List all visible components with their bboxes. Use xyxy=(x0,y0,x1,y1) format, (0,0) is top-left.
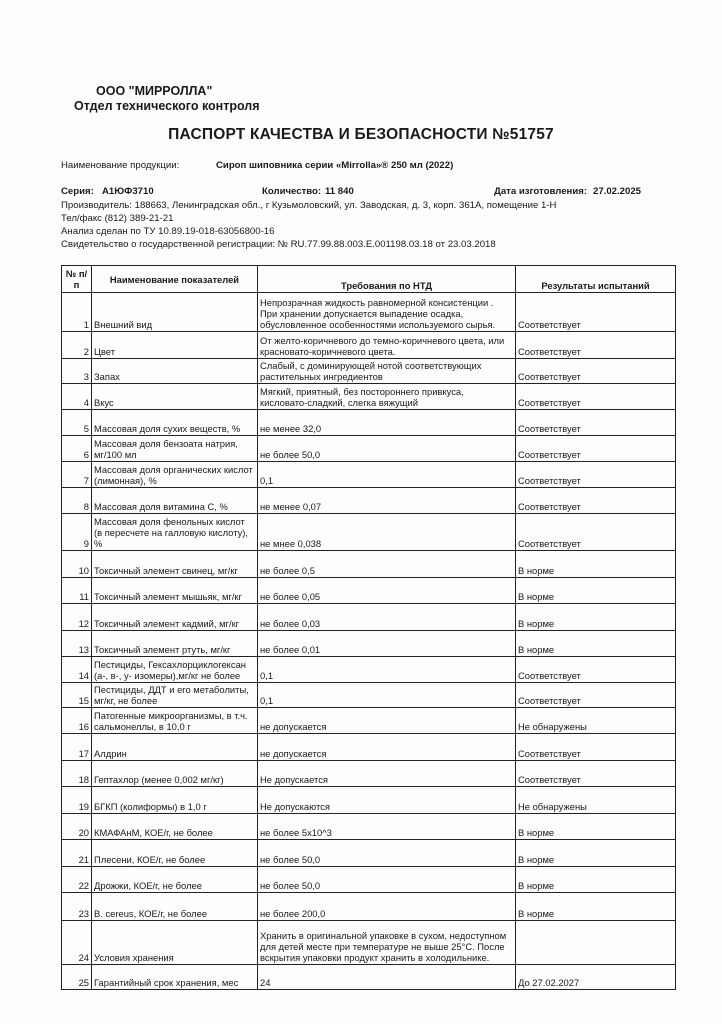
row-result: До 27.02.2027 xyxy=(516,965,676,990)
table-row xyxy=(62,708,676,734)
row-indicator-name: Массовая доля бензоата натрия, мг/100 мл xyxy=(92,436,258,462)
row-result: В норме xyxy=(516,551,676,578)
row-indicator-name: Плесени, КОЕ/г, не более xyxy=(92,840,258,867)
department-name: Отдел технического контроля xyxy=(74,99,260,113)
row-result: Соответствует xyxy=(516,657,676,683)
row-result: Не обнаружены xyxy=(516,708,676,734)
row-indicator-name: Патогенные микроорганизмы, в т.ч. сальмонеллы, в 10,0 г xyxy=(92,708,258,734)
row-requirement: не мнее 0,038 xyxy=(258,514,516,551)
row-requirement: 24 xyxy=(258,965,516,990)
row-requirement: не более 0,01 xyxy=(258,631,516,657)
row-number: 3 xyxy=(62,359,92,384)
row-indicator-name: Условия хранения xyxy=(92,921,258,965)
row-requirement: 0,1 xyxy=(258,462,516,488)
row-requirement: Мягкий, приятный, без постороннего привкуса, кисловато-сладкий, слегка вяжущий xyxy=(258,384,516,410)
row-number: 18 xyxy=(62,761,92,787)
row-indicator-name: Вкус xyxy=(92,384,258,410)
table-row xyxy=(62,657,676,683)
row-result: Соответствует xyxy=(516,384,676,410)
row-result: Соответствует xyxy=(516,488,676,514)
row-indicator-name: Токсичный элемент свинец, мг/кг xyxy=(92,551,258,578)
product-value: Сироп шиповника серии «Mirrolla»® 250 мл (2022) xyxy=(216,160,454,171)
row-number: 6 xyxy=(62,436,92,462)
product-label: Наименование продукции: xyxy=(61,160,180,171)
quantity-label: Количество: xyxy=(262,186,322,197)
row-requirement: 0,1 xyxy=(258,657,516,683)
row-result: Соответствует xyxy=(516,734,676,761)
row-requirement: не более 0,5 xyxy=(258,551,516,578)
col-header-number: № п/п xyxy=(62,266,92,293)
row-requirement: не более 50,0 xyxy=(258,867,516,893)
row-indicator-name: Дрожжи, КОЕ/г, не более xyxy=(92,867,258,893)
row-result: В норме xyxy=(516,578,676,604)
row-indicator-name: БГКП (колиформы) в 1,0 г xyxy=(92,787,258,814)
row-number: 7 xyxy=(62,462,92,488)
row-result: Соответствует xyxy=(516,293,676,332)
row-requirement: Не допускается xyxy=(258,761,516,787)
table-row xyxy=(62,384,676,410)
manufacturer-line: Производитель: 188663, Ленинградская обл., г Кузьмоловский, ул. Заводская, д. 3, корп. 361А, помещение 1-Н xyxy=(61,200,557,211)
phone-line: Тел/факс (812) 389-21-21 xyxy=(61,213,174,224)
row-result: В норме xyxy=(516,604,676,631)
row-requirement: не более 0,03 xyxy=(258,604,516,631)
table-row xyxy=(62,410,676,436)
date-label: Дата изготовления: xyxy=(494,186,588,197)
col-header-results: Результаты испытаний xyxy=(516,266,676,293)
quality-table xyxy=(61,265,676,990)
row-result: В норме xyxy=(516,867,676,893)
table-row xyxy=(62,683,676,708)
row-number: 24 xyxy=(62,921,92,965)
row-result: Соответствует xyxy=(516,514,676,551)
row-number: 16 xyxy=(62,708,92,734)
row-requirement: не менее 0,07 xyxy=(258,488,516,514)
table-row xyxy=(62,921,676,965)
analysis-line: Анализ сделан по ТУ 10.89.19-018-63056800-16 xyxy=(61,226,275,237)
row-indicator-name: Гептахлор (менее 0,002 мг/кг) xyxy=(92,761,258,787)
row-requirement: От желто-коричневого до темно-коричневого цвета, или красновато-коричневого цвета. xyxy=(258,332,516,359)
row-result: В норме xyxy=(516,893,676,921)
row-number: 25 xyxy=(62,965,92,990)
table-row xyxy=(62,761,676,787)
row-number: 17 xyxy=(62,734,92,761)
row-number: 12 xyxy=(62,604,92,631)
row-result: В норме xyxy=(516,840,676,867)
table-row xyxy=(62,436,676,462)
row-result: Соответствует xyxy=(516,761,676,787)
row-requirement: не более 5х10^3 xyxy=(258,814,516,840)
row-number: 1 xyxy=(62,293,92,332)
table-header-row xyxy=(62,266,676,293)
row-indicator-name: Гарантийный срок хранения, мес xyxy=(92,965,258,990)
row-indicator-name: Токсичный элемент ртуть, мг/кг xyxy=(92,631,258,657)
row-requirement: 0,1 xyxy=(258,683,516,708)
row-number: 13 xyxy=(62,631,92,657)
row-result: Соответствует xyxy=(516,462,676,488)
table-row xyxy=(62,734,676,761)
row-number: 10 xyxy=(62,551,92,578)
row-number: 23 xyxy=(62,893,92,921)
table-row xyxy=(62,840,676,867)
row-number: 2 xyxy=(62,332,92,359)
row-requirement: Не допускаются xyxy=(258,787,516,814)
table-row xyxy=(62,514,676,551)
table-row xyxy=(62,462,676,488)
row-requirement: Хранить в оригинальной упаковке в сухом, недоступном для детей месте при температуре не выше 25°С. После вскрытия упаковки продукт хранить в холодильнике. xyxy=(258,921,516,965)
table-row xyxy=(62,293,676,332)
row-number: 5 xyxy=(62,410,92,436)
col-header-name: Наименование показателей xyxy=(92,266,258,293)
row-indicator-name: Пестициды, ДДТ и его метаболиты, мг/кг, не более xyxy=(92,683,258,708)
row-result: Соответствует xyxy=(516,359,676,384)
table-row xyxy=(62,814,676,840)
row-requirement: не менее 32,0 xyxy=(258,410,516,436)
table-row xyxy=(62,332,676,359)
row-indicator-name: Массовая доля сухих веществ, % xyxy=(92,410,258,436)
row-number: 15 xyxy=(62,683,92,708)
table-row xyxy=(62,893,676,921)
table-row xyxy=(62,551,676,578)
row-indicator-name: Токсичный элемент кадмий, мг/кг xyxy=(92,604,258,631)
row-result xyxy=(516,921,676,965)
row-number: 14 xyxy=(62,657,92,683)
row-result: В норме xyxy=(516,814,676,840)
row-result: Не обнаружены xyxy=(516,787,676,814)
row-indicator-name: B. cereus, КОЕ/г, не более xyxy=(92,893,258,921)
row-number: 9 xyxy=(62,514,92,551)
row-number: 4 xyxy=(62,384,92,410)
row-indicator-name: Массовая доля витамина С, % xyxy=(92,488,258,514)
row-indicator-name: Массовая доля органических кислот (лимонная), % xyxy=(92,462,258,488)
row-indicator-name: Пестициды, Гексахлорциклогексан (а-, в-, у- изомеры),мг/кг не более xyxy=(92,657,258,683)
row-requirement: Слабый, с доминирующей нотой соответствующих растительных ингредиентов xyxy=(258,359,516,384)
row-indicator-name: Алдрин xyxy=(92,734,258,761)
row-indicator-name: Цвет xyxy=(92,332,258,359)
row-number: 22 xyxy=(62,867,92,893)
organization-name: ООО "МИРРОЛЛА" xyxy=(96,84,213,98)
table-row xyxy=(62,867,676,893)
table-row xyxy=(62,488,676,514)
row-indicator-name: Токсичный элемент мышьяк, мг/кг xyxy=(92,578,258,604)
row-requirement: не более 50,0 xyxy=(258,436,516,462)
row-number: 8 xyxy=(62,488,92,514)
row-indicator-name: Внешний вид xyxy=(92,293,258,332)
row-requirement: не более 200,0 xyxy=(258,893,516,921)
row-requirement: не более 50,0 xyxy=(258,840,516,867)
row-number: 19 xyxy=(62,787,92,814)
row-requirement: не допускается xyxy=(258,708,516,734)
row-requirement: не допускается xyxy=(258,734,516,761)
table-row xyxy=(62,787,676,814)
row-requirement: не более 0,05 xyxy=(258,578,516,604)
row-indicator-name: Массовая доля фенольных кислот (в пересчете на галловую кислоту), % xyxy=(92,514,258,551)
table-row xyxy=(62,359,676,384)
row-indicator-name: КМАФАнМ, КОЕ/г, не более xyxy=(92,814,258,840)
row-number: 21 xyxy=(62,840,92,867)
table-row xyxy=(62,965,676,990)
table-row xyxy=(62,578,676,604)
row-number: 20 xyxy=(62,814,92,840)
certificate-line: Свидетельство о государственной регистрации: № RU.77.99.88.003.Е.001198.03.18 от 23.03.2018 xyxy=(61,239,496,250)
table-row xyxy=(62,631,676,657)
row-result: Соответствует xyxy=(516,410,676,436)
row-result: Соответствует xyxy=(516,436,676,462)
series-label: Серия: xyxy=(61,186,94,197)
row-number: 11 xyxy=(62,578,92,604)
table-row xyxy=(62,604,676,631)
document-title: ПАСПОРТ КАЧЕСТВА И БЕЗОПАСНОСТИ №51757 xyxy=(168,126,554,143)
row-result: Соответствует xyxy=(516,332,676,359)
date-value: 27.02.2025 xyxy=(593,186,642,197)
row-indicator-name: Запах xyxy=(92,359,258,384)
row-requirement: Непрозрачная жидкость равномерной консистенции . При хранении допускается выпадение осадка, обусловленное особенностями используемого сырья. xyxy=(258,293,516,332)
series-value: А1ЮФ3710 xyxy=(102,186,154,197)
quantity-value: 11 840 xyxy=(325,186,354,197)
row-result: В норме xyxy=(516,631,676,657)
row-result: Соответствует xyxy=(516,683,676,708)
col-header-requirements: Требования по НТД xyxy=(258,266,516,293)
